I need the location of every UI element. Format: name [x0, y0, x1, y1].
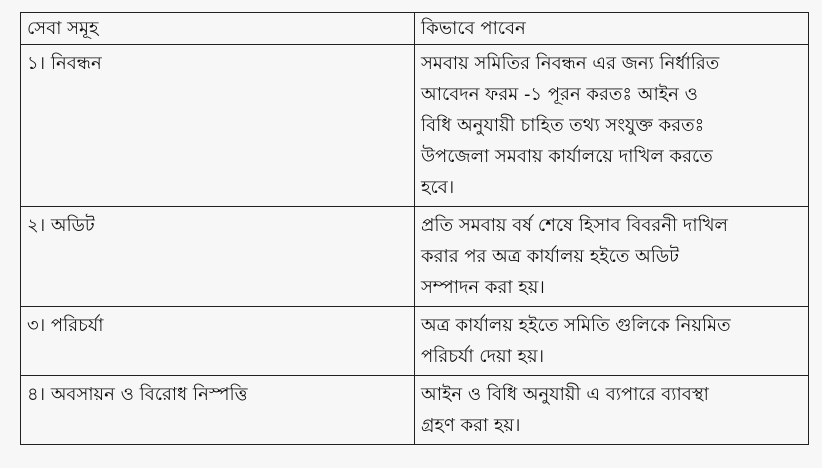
table-row — [21, 376, 809, 445]
service-cell: ১। নিবন্ধন — [21, 45, 415, 207]
description-cell — [415, 45, 809, 207]
description-line: উপজেলা সমবায় কার্যালয়ে দাখিল করতে — [421, 146, 713, 167]
services-table — [20, 12, 809, 445]
description-line: সমবায় সমিতির নিবন্ধন এর জন্য নির্ধারিত — [421, 53, 720, 74]
description-line: আবেদন ফরম -১ পূরন করতঃ আইন ও — [421, 84, 698, 105]
description-line: সম্পাদন করা হয়। — [421, 277, 545, 298]
description-cell — [415, 307, 809, 376]
description-line: করার পর অত্র কার্যালয় হইতে অডিট — [421, 246, 679, 267]
table-row — [21, 45, 809, 207]
description-cell — [415, 376, 809, 445]
description-line: প্রতি সমবায় বর্ষ শেষে হিসাব বিবরনী দাখিল — [421, 215, 728, 236]
header-how-to-get: কিভাবে পাবেন — [415, 13, 809, 45]
table-row — [21, 307, 809, 376]
table-header-row — [21, 13, 809, 45]
description-line: আইন ও বিধি অনুযায়ী এ ব্যপারে ব্যাবস্থা — [421, 384, 709, 405]
table-row — [21, 207, 809, 307]
service-cell: ৪। অবসায়ন ও বিরোধ নিস্পত্তি — [21, 376, 415, 445]
header-services: সেবা সমূহ — [21, 13, 415, 45]
services-table-container — [20, 12, 808, 445]
description-line: বিধি অনুযায়ী চাহিত তথ্য সংযুক্ত করতঃ — [421, 115, 705, 136]
service-cell: ২। অডিট — [21, 207, 415, 307]
description-line: গ্রহণ করা হয়। — [421, 415, 521, 436]
description-line: পরিচর্যা দেয়া হয়। — [421, 346, 545, 367]
description-line: অত্র কার্যালয় হইতে সমিতি গুলিকে নিয়মিত — [421, 315, 731, 336]
description-line: হবে। — [421, 177, 455, 198]
service-cell: ৩। পরিচর্যা — [21, 307, 415, 376]
description-cell — [415, 207, 809, 307]
